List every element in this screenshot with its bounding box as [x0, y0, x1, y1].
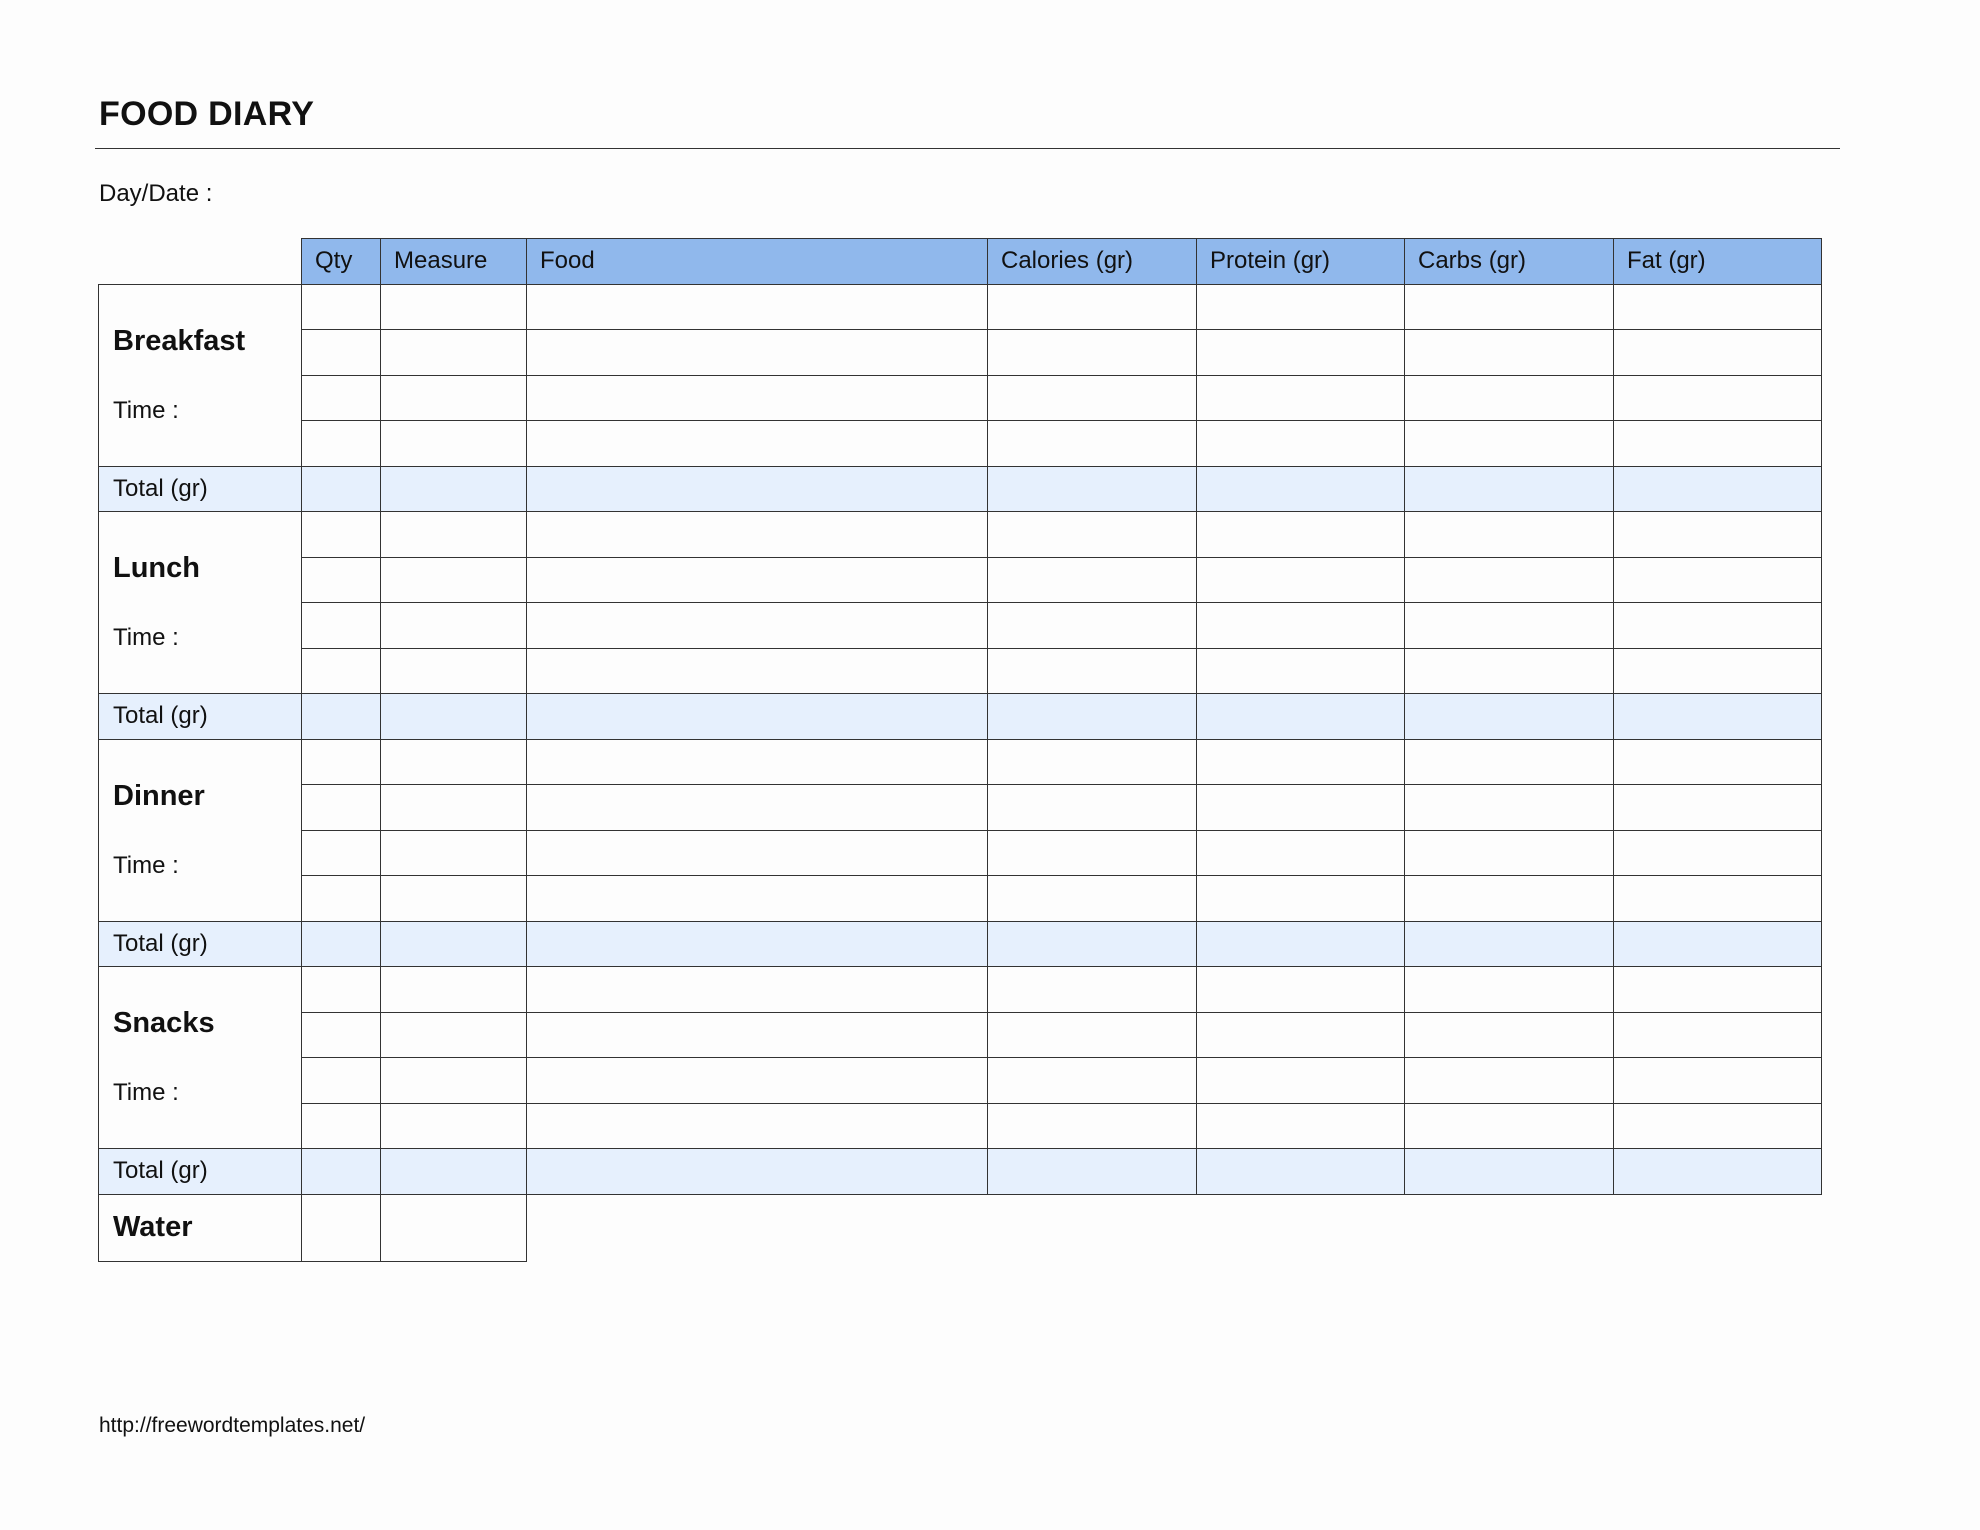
- dinner-calories-cell[interactable]: [988, 830, 1197, 876]
- dinner-measure-cell[interactable]: [381, 876, 527, 922]
- water-row: [99, 1194, 1822, 1261]
- lunch-total-carbs-cell[interactable]: [1405, 694, 1614, 740]
- breakfast-total-carbs-cell[interactable]: [1405, 466, 1614, 512]
- column-header-measure: Measure: [381, 239, 527, 285]
- dinner-carbs-cell[interactable]: [1405, 739, 1614, 785]
- snacks-total-row: [99, 1149, 1822, 1195]
- dinner-total-qty-cell[interactable]: [302, 921, 381, 967]
- lunch-fat-cell[interactable]: [1614, 512, 1822, 558]
- lunch-total-calories-cell[interactable]: [988, 694, 1197, 740]
- lunch-measure-cell[interactable]: [381, 557, 527, 603]
- dinner-measure-cell[interactable]: [381, 830, 527, 876]
- lunch-food-cell[interactable]: [527, 603, 988, 649]
- snacks-carbs-cell[interactable]: [1405, 1012, 1614, 1058]
- snacks-total-calories-cell[interactable]: [988, 1149, 1197, 1195]
- water-qty-cell[interactable]: [302, 1194, 381, 1261]
- dinner-protein-cell[interactable]: [1197, 830, 1405, 876]
- breakfast-qty-cell[interactable]: [302, 421, 381, 467]
- snacks-food-cell[interactable]: [527, 1103, 988, 1149]
- snacks-calories-cell[interactable]: [988, 967, 1197, 1013]
- meal-label-cell-snacks: [99, 967, 302, 1149]
- breakfast-measure-cell[interactable]: [381, 284, 527, 330]
- breakfast-food-cell[interactable]: [527, 330, 988, 376]
- dinner-carbs-cell[interactable]: [1405, 876, 1614, 922]
- meal-name: Breakfast: [113, 324, 246, 357]
- lunch-fat-cell[interactable]: [1614, 648, 1822, 694]
- breakfast-measure-cell[interactable]: [381, 375, 527, 421]
- dinner-total-row: [99, 921, 1822, 967]
- snacks-entry-row: [99, 1058, 1822, 1104]
- column-header-food: Food: [527, 239, 988, 285]
- column-header-fat: Fat (gr): [1614, 239, 1822, 285]
- water-row-spacer: [527, 1194, 1822, 1261]
- snacks-total-food-cell[interactable]: [527, 1149, 988, 1195]
- breakfast-food-cell[interactable]: [527, 421, 988, 467]
- dinner-protein-cell[interactable]: [1197, 785, 1405, 831]
- dinner-fat-cell[interactable]: [1614, 830, 1822, 876]
- meal-name: Snacks: [113, 1007, 215, 1039]
- breakfast-carbs-cell[interactable]: [1405, 421, 1614, 467]
- snacks-total-measure-cell[interactable]: [381, 1149, 527, 1195]
- dinner-total-calories-cell[interactable]: [988, 921, 1197, 967]
- water-measure-cell[interactable]: [381, 1194, 527, 1261]
- column-header-carbs: Carbs (gr): [1405, 239, 1614, 285]
- breakfast-calories-cell[interactable]: [988, 330, 1197, 376]
- snacks-entry-row: [99, 967, 1822, 1013]
- lunch-total-measure-cell[interactable]: [381, 694, 527, 740]
- dinner-carbs-cell[interactable]: [1405, 830, 1614, 876]
- snacks-calories-cell[interactable]: [988, 1012, 1197, 1058]
- lunch-protein-cell[interactable]: [1197, 512, 1405, 558]
- lunch-qty-cell[interactable]: [302, 603, 381, 649]
- snacks-carbs-cell[interactable]: [1405, 967, 1614, 1013]
- dinner-fat-cell[interactable]: [1614, 876, 1822, 922]
- dinner-calories-cell[interactable]: [988, 876, 1197, 922]
- lunch-calories-cell[interactable]: [988, 557, 1197, 603]
- snacks-total-carbs-cell[interactable]: [1405, 1149, 1614, 1195]
- dinner-measure-cell[interactable]: [381, 739, 527, 785]
- dinner-calories-cell[interactable]: [988, 739, 1197, 785]
- day-date-label: Day/Date :: [99, 180, 213, 207]
- breakfast-protein-cell[interactable]: [1197, 330, 1405, 376]
- lunch-food-cell[interactable]: [527, 648, 988, 694]
- breakfast-total-measure-cell[interactable]: [381, 466, 527, 512]
- meal-label-cell-lunch: [99, 512, 302, 694]
- lunch-carbs-cell[interactable]: [1405, 603, 1614, 649]
- snacks-measure-cell[interactable]: [381, 967, 527, 1013]
- snacks-qty-cell[interactable]: [302, 1058, 381, 1104]
- breakfast-calories-cell[interactable]: [988, 375, 1197, 421]
- lunch-protein-cell[interactable]: [1197, 648, 1405, 694]
- snacks-entry-row: [99, 1012, 1822, 1058]
- breakfast-carbs-cell[interactable]: [1405, 330, 1614, 376]
- meal-label-cell-dinner: [99, 739, 302, 921]
- breakfast-carbs-cell[interactable]: [1405, 375, 1614, 421]
- lunch-carbs-cell[interactable]: [1405, 557, 1614, 603]
- lunch-entry-row: [99, 648, 1822, 694]
- breakfast-entry-row: [99, 330, 1822, 376]
- lunch-calories-cell[interactable]: [988, 648, 1197, 694]
- food-diary-table: [98, 238, 1822, 1262]
- dinner-protein-cell[interactable]: [1197, 739, 1405, 785]
- total-label: Total (gr): [99, 466, 302, 512]
- breakfast-fat-cell[interactable]: [1614, 421, 1822, 467]
- breakfast-total-calories-cell[interactable]: [988, 466, 1197, 512]
- lunch-measure-cell[interactable]: [381, 648, 527, 694]
- breakfast-measure-cell[interactable]: [381, 330, 527, 376]
- snacks-carbs-cell[interactable]: [1405, 1058, 1614, 1104]
- lunch-qty-cell[interactable]: [302, 557, 381, 603]
- breakfast-food-cell[interactable]: [527, 284, 988, 330]
- meal-label-cell-breakfast: [99, 284, 302, 466]
- breakfast-qty-cell[interactable]: [302, 284, 381, 330]
- dinner-total-measure-cell[interactable]: [381, 921, 527, 967]
- dinner-total-food-cell[interactable]: [527, 921, 988, 967]
- lunch-carbs-cell[interactable]: [1405, 648, 1614, 694]
- title-divider: [95, 148, 1840, 149]
- lunch-measure-cell[interactable]: [381, 603, 527, 649]
- breakfast-fat-cell[interactable]: [1614, 330, 1822, 376]
- page-title: FOOD DIARY: [99, 95, 315, 133]
- dinner-total-carbs-cell[interactable]: [1405, 921, 1614, 967]
- snacks-carbs-cell[interactable]: [1405, 1103, 1614, 1149]
- snacks-calories-cell[interactable]: [988, 1058, 1197, 1104]
- breakfast-total-protein-cell[interactable]: [1197, 466, 1405, 512]
- lunch-total-fat-cell[interactable]: [1614, 694, 1822, 740]
- lunch-qty-cell[interactable]: [302, 512, 381, 558]
- snacks-fat-cell[interactable]: [1614, 1103, 1822, 1149]
- total-label: Total (gr): [99, 1149, 302, 1195]
- snacks-food-cell[interactable]: [527, 967, 988, 1013]
- snacks-protein-cell[interactable]: [1197, 1058, 1405, 1104]
- water-label: Water: [99, 1194, 302, 1261]
- column-header-calories: Calories (gr): [988, 239, 1197, 285]
- breakfast-total-qty-cell[interactable]: [302, 466, 381, 512]
- snacks-protein-cell[interactable]: [1197, 1103, 1405, 1149]
- snacks-measure-cell[interactable]: [381, 1058, 527, 1104]
- breakfast-calories-cell[interactable]: [988, 421, 1197, 467]
- breakfast-total-row: [99, 466, 1822, 512]
- dinner-entry-row: [99, 830, 1822, 876]
- lunch-total-protein-cell[interactable]: [1197, 694, 1405, 740]
- snacks-food-cell[interactable]: [527, 1058, 988, 1104]
- snacks-measure-cell[interactable]: [381, 1103, 527, 1149]
- snacks-qty-cell[interactable]: [302, 1012, 381, 1058]
- meal-time-label[interactable]: Time :: [113, 1079, 179, 1106]
- column-header-protein: Protein (gr): [1197, 239, 1405, 285]
- meal-time-label[interactable]: Time :: [113, 396, 179, 424]
- dinner-measure-cell[interactable]: [381, 785, 527, 831]
- breakfast-fat-cell[interactable]: [1614, 284, 1822, 330]
- snacks-total-protein-cell[interactable]: [1197, 1149, 1405, 1195]
- total-label: Total (gr): [99, 921, 302, 967]
- breakfast-qty-cell[interactable]: [302, 375, 381, 421]
- dinner-calories-cell[interactable]: [988, 785, 1197, 831]
- snacks-protein-cell[interactable]: [1197, 1012, 1405, 1058]
- dinner-fat-cell[interactable]: [1614, 739, 1822, 785]
- breakfast-calories-cell[interactable]: [988, 284, 1197, 330]
- breakfast-fat-cell[interactable]: [1614, 375, 1822, 421]
- dinner-total-fat-cell[interactable]: [1614, 921, 1822, 967]
- lunch-qty-cell[interactable]: [302, 648, 381, 694]
- snacks-qty-cell[interactable]: [302, 967, 381, 1013]
- meal-name: Dinner: [113, 779, 205, 812]
- snacks-calories-cell[interactable]: [988, 1103, 1197, 1149]
- meal-time-label[interactable]: Time :: [113, 851, 179, 879]
- breakfast-protein-cell[interactable]: [1197, 421, 1405, 467]
- total-label: Total (gr): [99, 694, 302, 740]
- dinner-qty-cell[interactable]: [302, 830, 381, 876]
- lunch-fat-cell[interactable]: [1614, 557, 1822, 603]
- dinner-entry-row: [99, 876, 1822, 922]
- dinner-total-protein-cell[interactable]: [1197, 921, 1405, 967]
- lunch-entry-row: [99, 557, 1822, 603]
- lunch-food-cell[interactable]: [527, 557, 988, 603]
- breakfast-measure-cell[interactable]: [381, 421, 527, 467]
- lunch-total-row: [99, 694, 1822, 740]
- snacks-fat-cell[interactable]: [1614, 1012, 1822, 1058]
- lunch-total-qty-cell[interactable]: [302, 694, 381, 740]
- meal-name: Lunch: [113, 552, 200, 584]
- lunch-total-food-cell[interactable]: [527, 694, 988, 740]
- dinner-food-cell[interactable]: [527, 785, 988, 831]
- lunch-protein-cell[interactable]: [1197, 603, 1405, 649]
- lunch-measure-cell[interactable]: [381, 512, 527, 558]
- dinner-food-cell[interactable]: [527, 830, 988, 876]
- dinner-qty-cell[interactable]: [302, 785, 381, 831]
- snacks-fat-cell[interactable]: [1614, 1058, 1822, 1104]
- snacks-protein-cell[interactable]: [1197, 967, 1405, 1013]
- header-row: [99, 239, 1822, 285]
- lunch-calories-cell[interactable]: [988, 603, 1197, 649]
- snacks-food-cell[interactable]: [527, 1012, 988, 1058]
- dinner-fat-cell[interactable]: [1614, 785, 1822, 831]
- dinner-qty-cell[interactable]: [302, 739, 381, 785]
- snacks-entry-row: [99, 1103, 1822, 1149]
- lunch-fat-cell[interactable]: [1614, 603, 1822, 649]
- dinner-food-cell[interactable]: [527, 876, 988, 922]
- lunch-protein-cell[interactable]: [1197, 557, 1405, 603]
- breakfast-protein-cell[interactable]: [1197, 375, 1405, 421]
- lunch-entry-row: [99, 512, 1822, 558]
- breakfast-carbs-cell[interactable]: [1405, 284, 1614, 330]
- snacks-total-qty-cell[interactable]: [302, 1149, 381, 1195]
- breakfast-qty-cell[interactable]: [302, 330, 381, 376]
- breakfast-protein-cell[interactable]: [1197, 284, 1405, 330]
- dinner-entry-row: [99, 739, 1822, 785]
- breakfast-total-food-cell[interactable]: [527, 466, 988, 512]
- lunch-entry-row: [99, 603, 1822, 649]
- dinner-qty-cell[interactable]: [302, 876, 381, 922]
- column-header-qty: Qty: [302, 239, 381, 285]
- dinner-protein-cell[interactable]: [1197, 876, 1405, 922]
- breakfast-entry-row: [99, 284, 1822, 330]
- footer-url[interactable]: http://freewordtemplates.net/: [99, 1414, 366, 1437]
- breakfast-food-cell[interactable]: [527, 375, 988, 421]
- lunch-calories-cell[interactable]: [988, 512, 1197, 558]
- breakfast-entry-row: [99, 421, 1822, 467]
- lunch-carbs-cell[interactable]: [1405, 512, 1614, 558]
- meal-time-label[interactable]: Time :: [113, 624, 179, 651]
- snacks-fat-cell[interactable]: [1614, 967, 1822, 1013]
- snacks-total-fat-cell[interactable]: [1614, 1149, 1822, 1195]
- lunch-food-cell[interactable]: [527, 512, 988, 558]
- breakfast-total-fat-cell[interactable]: [1614, 466, 1822, 512]
- breakfast-entry-row: [99, 375, 1822, 421]
- dinner-carbs-cell[interactable]: [1405, 785, 1614, 831]
- dinner-food-cell[interactable]: [527, 739, 988, 785]
- snacks-qty-cell[interactable]: [302, 1103, 381, 1149]
- header-corner: [99, 239, 302, 285]
- dinner-entry-row: [99, 785, 1822, 831]
- snacks-measure-cell[interactable]: [381, 1012, 527, 1058]
